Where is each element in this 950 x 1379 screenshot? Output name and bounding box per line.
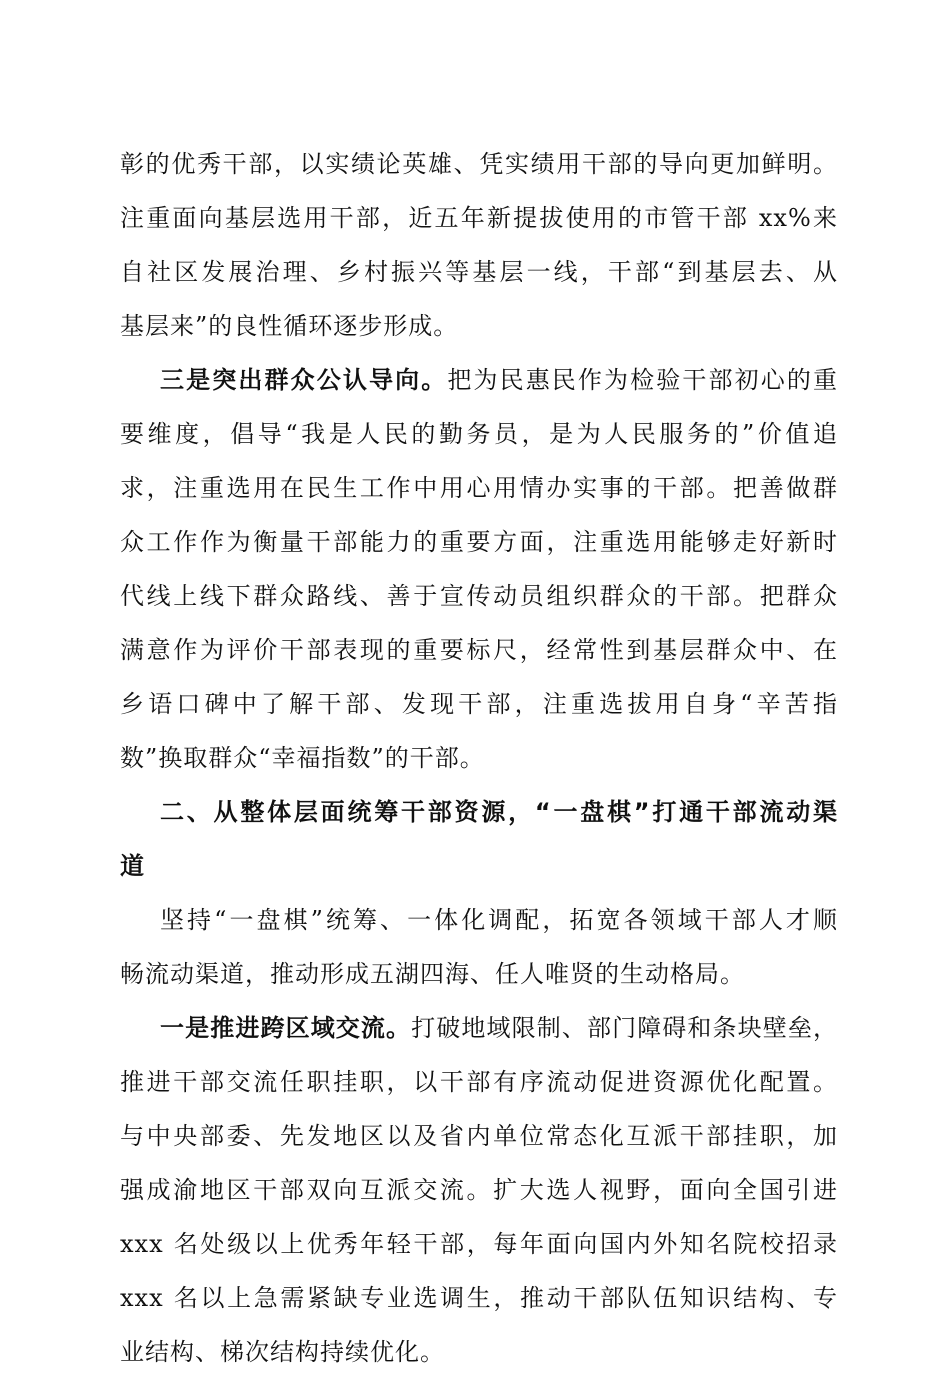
text-line — [120, 1001, 838, 1055]
text-line: 基层来”的良性循环逐步形成。 — [120, 312, 459, 340]
paragraph-public-recognition — [120, 353, 838, 785]
text-run: 打破地域限制、部门障碍和条块壁垒， — [411, 1014, 838, 1042]
heading-line: 道 — [120, 852, 145, 880]
text-line: 强成渝地区干部双向互派交流。扩大选人视野，面向全国引进 — [120, 1176, 838, 1204]
text-line: 众工作作为衡量干部能力的重要方面，注重选用能够走好新时 — [120, 528, 838, 556]
text-line: xxx 名处级以上优秀年轻干部，每年面向国内外知名院校招录 — [120, 1230, 838, 1258]
paragraph-continuation — [120, 137, 838, 353]
text-line: 数”换取群众“幸福指数”的干部。 — [120, 744, 485, 772]
text-line: 乡语口碑中了解干部、发现干部，注重选拔用自身“辛苦指 — [120, 690, 838, 718]
text-line: 畅流动渠道，推动形成五湖四海、任人唯贤的生动格局。 — [120, 960, 745, 988]
text-line: 注重面向基层选用干部，近五年新提拔使用的市管干部 xx%来 — [120, 204, 838, 232]
text-line: 自社区发展治理、乡村振兴等基层一线，干部“到基层去、从 — [120, 258, 838, 286]
text-line: 要维度，倡导“我是人民的勤务员，是为人民服务的”价值追 — [120, 420, 838, 448]
paragraph-lead: 一是推进跨区域交流。 — [160, 1014, 412, 1042]
paragraph-cross-region-exchange — [120, 1001, 838, 1379]
text-line — [120, 353, 838, 407]
heading-line: 二、从整体层面统筹干部资源，“一盘棋”打通干部流动渠 — [160, 798, 838, 826]
text-line: 代线上线下群众路线、善于宣传动员组织群众的干部。把群众 — [120, 582, 838, 610]
text-line: 彰的优秀干部，以实绩论英雄、凭实绩用干部的导向更加鲜明。 — [120, 150, 838, 178]
text-line: xxx 名以上急需紧缺专业选调生，推动干部队伍知识结构、专 — [120, 1284, 838, 1312]
text-line: 推进干部交流任职挂职，以干部有序流动促进资源优化配置。 — [120, 1068, 838, 1096]
section-heading — [120, 785, 838, 893]
text-line: 满意作为评价干部表现的重要标尺，经常性到基层群众中、在 — [120, 636, 838, 664]
text-line: 坚持“一盘棋”统筹、一体化调配，拓宽各领域干部人才顺 — [160, 906, 838, 934]
paragraph-lead: 三是突出群众公认导向。 — [160, 366, 448, 394]
text-run: 把为民惠民作为检验干部初心的重 — [447, 366, 838, 394]
text-line: 求，注重选用在民生工作中用心用情办实事的干部。把善做群 — [120, 474, 838, 502]
paragraph-overview — [120, 893, 838, 1001]
text-line: 与中央部委、先发地区以及省内单位常态化互派干部挂职，加 — [120, 1122, 838, 1150]
document-body — [120, 137, 838, 1379]
text-line: 业结构、梯次结构持续优化。 — [120, 1338, 445, 1366]
